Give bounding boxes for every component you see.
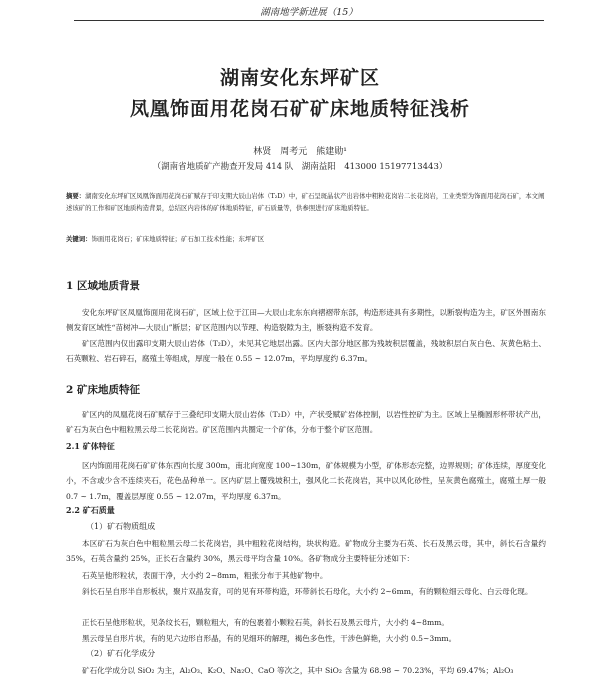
section-2-1-heading: 2.1 矿体特征 [66,441,115,451]
title-line-2: 凤凰饰面用花岗石矿矿床地质特征浅析 [129,98,470,120]
section-2-2-1-paragraph-5: 黑云母呈自形片状，有的见六边形自形晶，有的见细环的解理，褐色多色性，干涉色鲜艳，大小约 0.5~3mm。 [82,634,457,643]
section-2-2-1-paragraph-3: 斜长石呈自形半自形板状，聚片双晶发育，可的见有环带构造，环带斜长石母化，大小约 2~6mm，有的颗粒细云母化、白云母化现。 [82,587,533,596]
section-1-heading: 1 区域地质背景 [66,280,140,292]
keywords-text: 饰面用花岗石；矿床地质特征；矿石加工技术性能；东坪矿区 [91,235,265,243]
section-1-paragraph-2: 矿区范围内仅出露印支期大辰山岩体（T₂D），未见其它地层出露。区内大部分地区都为残坡积层覆盖，残坡积层白灰白色、灰黄色粘土、石英颗粒、岩石碎石，腐殖土等组成，厚度一般在 0.55 ~ 12.07m，平均厚度约 6.37m。 [66,339,546,364]
running-header: 湖南地学新进展（15） [74,6,544,21]
section-2-2-2-paragraph-1: 矿石化学成分以 SiO₂ 为主，Al₂O₃、K₂O、Na₂O、CaO 等次之，其中 SiO₂ 含量为 68.98 ~ 70.23%，平均 69.47%；Al₂O₃ [82,666,514,675]
authors: 林贤 周考元 熊建勋¹ [253,147,347,157]
section-2-heading: 2 矿床地质特征 [66,384,140,396]
abstract-text: 湖南安化东坪矿区凤凰饰面用花岗石矿赋存于印支期大辰山岩体（T₂D）中，矿石呈斑晶状产出岩体中粗粒花岗岩二长花岗岩，工业类型为饰面用花岗石矿，本文阐述该矿的工作和矿区地质构造背景，总结区内岩体的矿体地质特征，矿石质量等，供参照进行矿床地质特征。 [66,192,545,212]
keywords-label: 关键词： [66,235,92,243]
section-2-2-2-heading: （2）矿石化学成分 [86,649,156,658]
abstract [66,190,546,214]
abstract-label: 摘要： [66,192,86,200]
section-2-2-heading: 2.2 矿石质量 [66,505,115,515]
section-2-2-1-paragraph-4: 正长石呈他形粒状，见条纹长石，颗粒粗大，有的包裹着小颗粒石英，斜长石及黑云母片，大小约 4~8mm。 [82,618,449,627]
section-1-paragraph-1: 安化东坪矿区凤凰饰面用花岗石矿，区域上位于江田—大辰山北东东向褶褶带东部，构造形迹具有多期性，以断裂构造为主，矿区外围南东侧发育区域性“苗树冲—大辰山”断层；矿区范围内以节理、构造裂隙为主，断裂构造不发育。 [66,308,546,333]
section-2-2-1-paragraph-1: 本区矿石为灰白色中粗粒黑云母二长花岗岩，具中粗粒花岗结构，块状构造。矿物成分主要为石英、长石及黑云母，其中，斜长石含量约 35%，石英含量约 25%，正长石含量约 30%，黑云母平均含量 10%。各矿物成分主要特征分述如下： [66,539,546,564]
keywords [66,233,546,245]
section-2-paragraph-1: 矿区内的凤凰花岗石矿赋存于三叠纪印支期大辰山岩体（T₂D）中，产状受赋矿岩体控制，以岩性控矿为主。区域上呈椭圆形杯带状产出，矿石为灰白色中粗粒黑云母二长花岗岩。矿区范围内共圈定一个矿体，分布于整个矿区范围。 [66,410,546,435]
affiliation: （湖南省地质矿产勘查开发局 414 队 湖南益阳 413000 15197713443） [152,162,448,172]
section-2-2-1-heading: （1）矿石物质组成 [86,522,156,531]
section-2-2-1-paragraph-2: 石英呈他形粒状，表面干净，大小约 2~8mm，粗张分布于其他矿物中。 [82,571,328,580]
section-2-1-paragraph: 区内饰面用花岗石矿矿体东西向长度 300m，南北向宽度 100~130m，矿体规模为小型，矿体形态完整，边界规则；矿体连续，厚度变化小，不含或少含不连续夹石，花色品种单一。区内矿层上覆残坡积土，强风化二长花岗岩，其中以风化砂性，呈灰黄色腐殖土，腐殖土厚一般 0.7 ~ 1.7m，覆盖层厚度 0.55 ~ 12.07m，平均厚度 6.37m。 [66,461,546,501]
title-line-1: 湖南安化东坪矿区 [219,67,380,89]
